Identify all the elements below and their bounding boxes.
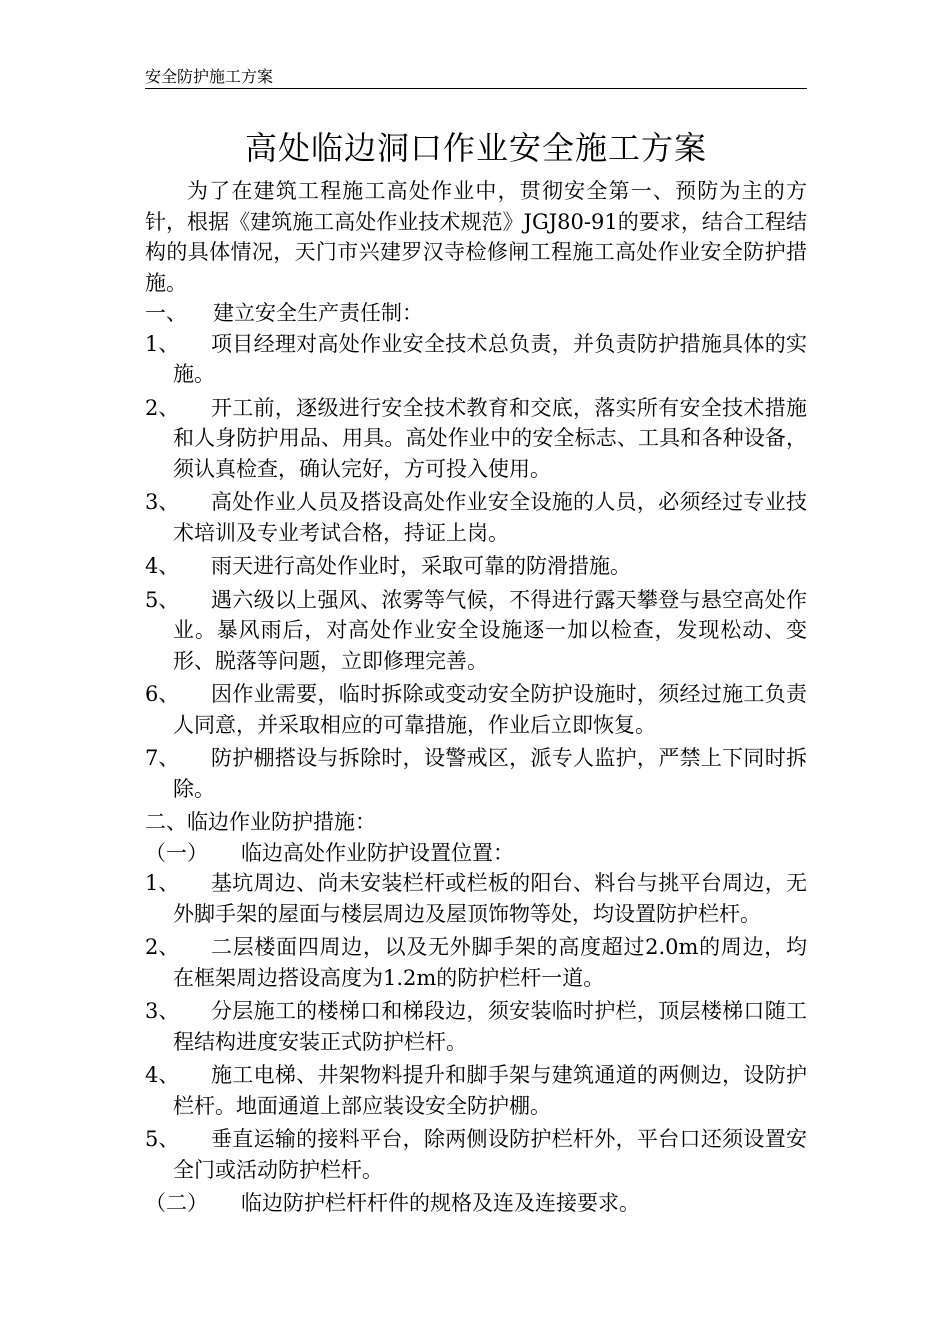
list-item-number: 2、 (145, 395, 180, 420)
list-item (145, 679, 807, 740)
subsection-2-number: （二） (145, 1191, 208, 1215)
list-item (145, 329, 807, 390)
list-item-number: 2、 (145, 935, 180, 959)
list-item-number: 1、 (145, 331, 180, 356)
list-item-number: 1、 (145, 871, 180, 895)
subsection-1-heading (145, 838, 807, 869)
list-item-text: 因作业需要，临时拆除或变动安全防护设施时，须经过施工负责人同意，并采取相应的可靠措施，作业后立即恢复。 (173, 682, 807, 737)
list-item-number: 3、 (145, 999, 180, 1023)
list-item (145, 487, 807, 548)
list-item-text: 垂直运输的接料平台，除两侧设防护栏杆外，平台口还须设置安全门或活动防护栏杆。 (173, 1127, 807, 1182)
list-item-text: 防护棚搭设与拆除时，设警戒区，派专人监护，严禁上下同时拆除。 (173, 746, 807, 801)
list-item-text: 项目经理对高处作业安全技术总负责，并负责防护措施具体的实施。 (173, 331, 807, 386)
subsection-1-number: （一） (145, 840, 208, 865)
subsection-2-heading (145, 1188, 807, 1219)
subsection-2-title: 临边防护栏杆杆件的规格及连及连接要求。 (241, 1191, 640, 1215)
list-item-number: 4、 (145, 554, 180, 578)
list-item-text: 雨天进行高处作业时，采取可靠的防滑措施。 (211, 554, 631, 578)
list-item-number: 7、 (145, 746, 180, 770)
list-item-text: 分层施工的楼梯口和梯段边，须安装临时护栏，顶层楼梯口随工程结构进度安装正式防护栏杆。 (173, 999, 807, 1054)
list-item-number: 3、 (145, 490, 180, 514)
list-item-text: 二层楼面四周边，以及无外脚手架的高度超过2.0m的周边，均在框架周边搭设高度为1.2m的防护栏杆一道。 (173, 935, 807, 990)
list-item (145, 996, 807, 1057)
document-body (145, 176, 807, 1219)
list-item (145, 551, 807, 582)
list-item (145, 585, 807, 677)
list-item (145, 1060, 807, 1121)
list-item-text: 高处作业人员及搭设高处作业安全设施的人员，必须经过专业技术培训及专业考试合格，持证上岗。 (173, 490, 807, 545)
section-1-number: 一、 (145, 301, 187, 325)
section-2-heading: 二、临边作业防护措施： (145, 810, 376, 834)
list-item-number: 5、 (145, 1127, 180, 1151)
list-item (145, 743, 807, 804)
list-item-text: 施工电梯、井架物料提升和脚手架与建筑通道的两侧边，设防护栏杆。地面通道上部应装设安全防护棚。 (173, 1063, 807, 1118)
list-item-text: 开工前，逐级进行安全技术教育和交底，落实所有安全技术措施和人身防护用品、用具。高处作业中的安全标志、工具和各种设备，须认真检查，确认完好，方可投入使用。 (173, 395, 807, 481)
list-item (145, 932, 807, 993)
list-item-number: 6、 (145, 682, 180, 706)
section-1-title: 建立安全生产责任制： (213, 301, 423, 325)
subsection-1-title: 临边高处作业防护设置位置： (241, 840, 514, 865)
intro-paragraph: 为了在建筑工程施工高处作业中，贯彻安全第一、预防为主的方针，根据《建筑施工高处作业技术规范》JGJ80-91的要求，结合工程结构的具体情况，天门市兴建罗汉寺检修闸工程施工高处作业安全防护措施。 (145, 179, 807, 295)
document-title: 高处临边洞口作业安全施工方案 (244, 129, 707, 167)
list-item-text: 基坑周边、尚未安装栏杆或栏板的阳台、料台与挑平台周边，无外脚手架的屋面与楼层周边及屋顶饰物等处，均设置防护栏杆。 (173, 871, 807, 926)
list-item (145, 1124, 807, 1185)
list-item (145, 868, 807, 929)
list-item (145, 393, 807, 485)
list-item-number: 5、 (145, 587, 180, 612)
section-1-heading (145, 298, 807, 329)
list-item-number: 4、 (145, 1063, 180, 1087)
list-item-text: 遇六级以上强风、浓雾等气候，不得进行露天攀登与悬空高处作业。暴风雨后，对高处作业安全设施逐一加以检查，发现松动、变形、脱落等问题，立即修理完善。 (173, 587, 807, 673)
page-header: 安全防护施工方案 (145, 66, 807, 89)
